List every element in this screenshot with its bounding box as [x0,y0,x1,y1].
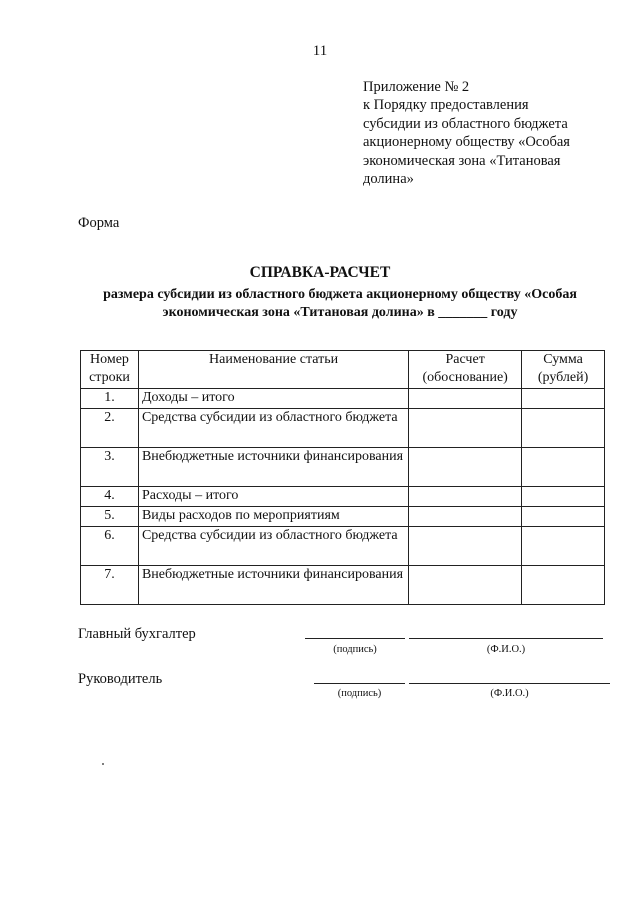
appendix-line: Приложение № 2 [363,79,470,95]
head-label: Руководитель [78,671,163,687]
table-row [81,389,605,409]
row-calc-cell [409,487,522,507]
head-name-line [409,683,610,684]
appendix-line: акционерному обществу «Особая [363,134,570,151]
row-number: 4. [81,487,139,507]
head-name-caption: (Ф.И.О.) [490,688,529,699]
row-number: 2. [81,409,139,448]
table-row [81,507,605,527]
document-title: СПРАВКА-РАСЧЕТ [249,264,391,281]
row-number: 3. [81,448,139,487]
page-number: 11 [312,43,328,59]
appendix-header [363,78,623,188]
table-row [81,448,605,487]
row-calc-cell [409,409,522,448]
row-name: Виды расходов по мероприятиям [138,507,408,527]
header-calc: Расчет (обоснование) [409,351,522,389]
row-name: Доходы – итого [138,389,408,409]
row-calc-cell [409,527,522,566]
table-row [81,527,605,566]
row-calc-cell [409,507,522,527]
row-name: Средства субсидии из областного бюджета [138,409,408,448]
table-header-row [81,351,605,389]
table-row [81,566,605,605]
accountant-label: Главный бухгалтер [78,626,196,642]
row-number: 7. [81,566,139,605]
accountant-name-line [409,638,603,639]
row-calc-cell [409,448,522,487]
accountant-name-caption: (Ф.И.О.) [486,644,526,655]
row-number: 1. [81,389,139,409]
row-name: Средства субсидии из областного бюджета [138,527,408,566]
form-label: Форма [78,215,120,231]
accountant-signature-line [305,638,405,639]
calculation-table [80,350,605,605]
accountant-signature-caption: (подпись) [333,644,377,655]
row-sum-cell [522,487,605,507]
row-number: 6. [81,527,139,566]
header-number: Номер строки [81,351,139,389]
row-sum-cell [522,448,605,487]
row-sum-cell [522,389,605,409]
row-calc-cell [409,389,522,409]
row-sum-cell [522,566,605,605]
appendix-line: долина» [363,171,414,188]
row-number: 5. [81,507,139,527]
header-sum: Сумма (рублей) [522,351,605,389]
row-name: Расходы – итого [138,487,408,507]
table-row [81,487,605,507]
head-signature-caption: (подпись) [337,688,382,699]
scan-speck [102,763,104,765]
appendix-line: субсидии из областного бюджета [363,115,568,132]
appendix-line: экономическая зона «Титановая [363,152,561,169]
document-subtitle: размера субсидии из областного бюджета акционерному обществу «Особая экономическая зона «Титановая долина» в _______ году [103,287,577,320]
table-row [81,409,605,448]
appendix-line: к Порядку предоставления [363,97,529,114]
row-name: Внебюджетные источники финансирования [138,566,408,605]
row-sum-cell [522,409,605,448]
head-signature-line [314,683,405,684]
row-sum-cell [522,507,605,527]
header-name: Наименование статьи [138,351,408,389]
row-name: Внебюджетные источники финансирования [138,448,408,487]
row-calc-cell [409,566,522,605]
row-sum-cell [522,527,605,566]
